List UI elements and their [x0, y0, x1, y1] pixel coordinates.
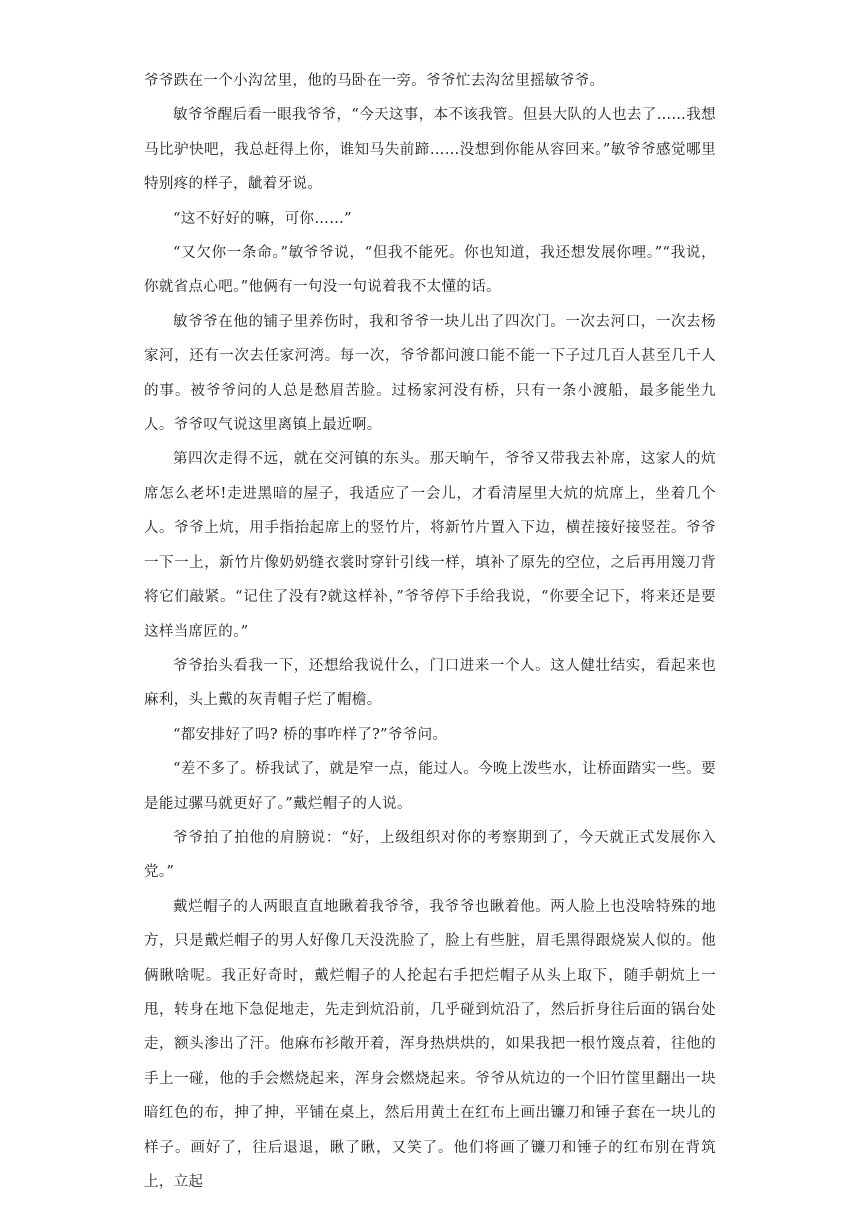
paragraph: “这不好好的嘛，可你……” [173, 210, 352, 227]
paragraph: “差不多了。桥我试了，就是窄一点，能过人。今晚上泼些水，让桥面踏实一些。要是能过骡马就更好了。”戴烂帽子的人说。 [144, 761, 716, 812]
paragraph: 敏爷爷醒后看一眼我爷爷，“今天这事，本不该我管。但县大队的人也去了……我想马比驴快吧，我总赶得上你，谁知马失前蹄……没想到你能从容回来。”敏爷爷感觉哪里特别疼的样子，龇着牙说。 [144, 107, 716, 193]
paragraph: “又欠你一条命。”敏爷爷说，“但我不能死。你也知道，我还想发展你哩。”“我说，你就省点心吧。”他俩有一句没一句说着我不太懂的话。 [144, 245, 716, 296]
paragraph: 爷爷跌在一个小沟岔里，他的马卧在一旁。爷爷忙去沟岔里摇敏爷爷。 [144, 73, 605, 89]
document-page [144, 64, 716, 1199]
paragraph: 爷爷抬头看我一下，还想给我说什么，门口进来一个人。这人健壮结实，看起来也麻利，头上戴的灰青帽子烂了帽檐。 [144, 657, 716, 709]
paragraph: 敏爷爷在他的铺子里养伤时，我和爷爷一块儿出了四次门。一次去河口，一次去杨家河，还有一次去任家河湾。每一次，爷爷都问渡口能不能一下子过几百人甚至几千人的事。被爷爷问的人总是愁眉苦脸。过杨家河没有桥，只有一条小渡船，最多能坐九人。爷爷叹气说这里离镇上最近啊。 [144, 313, 716, 434]
paragraph: “都安排好了吗? 桥的事咋样了?”爷爷问。 [173, 726, 448, 743]
paragraph: 爷爷拍了拍他的肩膀说：“好，上级组织对你的考察期到了，今天就正式发展你入党。” [144, 829, 716, 881]
paragraph: 戴烂帽子的人两眼直直地瞅着我爷爷，我爷爷也瞅着他。两人脸上也没啥特殊的地方，只是戴烂帽子的男人好像几天没洗脸了，脸上有些脏，眉毛黑得跟烧炭人似的。他俩瞅啥呢。我正好奇时，戴烂帽子的人抡起右手把烂帽子从头上取下，随手朝炕上一甩，转身在地下急促地走，先走到炕沿前，几乎碰到炕沿了，然后折身往后面的锅台处走，额头渗出了汗。他麻布衫敞开着，浑身热烘烘的，如果我把一根竹篾点着，往他的手上一碰，他的手会燃烧起来，浑身会燃烧起来。爷爷从炕边的一个旧竹筐里翻出一块暗红色的布，抻了抻，平铺在桌上，然后用黄土在红布上画出镰刀和锤子套在一块儿的样子。画好了，往后退退，瞅了瞅，又笑了。他们将画了镰刀和锤子的红布别在背筑上，立起 [144, 898, 716, 1190]
paragraph: 第四次走得不远，就在交河镇的东头。那天晌午，爷爷又带我去补席，这家人的炕席怎么老坏!走进黑暗的屋子，我适应了一会儿，才看清屋里大炕的炕席上，坐着几个人。爷爷上炕，用手指抬起席上的竖竹片，将新竹片置入下边，横茬接好接竖茬。爷爷一下一上，新竹片像奶奶缝衣裳时穿针引线一样，填补了原先的空位，之后再用篾刀背将它们敲紧。“记住了没有?就这样补，”爷爷停下手给我说，“你要全记下，将来还是要这样当席匠的。” [144, 451, 716, 640]
